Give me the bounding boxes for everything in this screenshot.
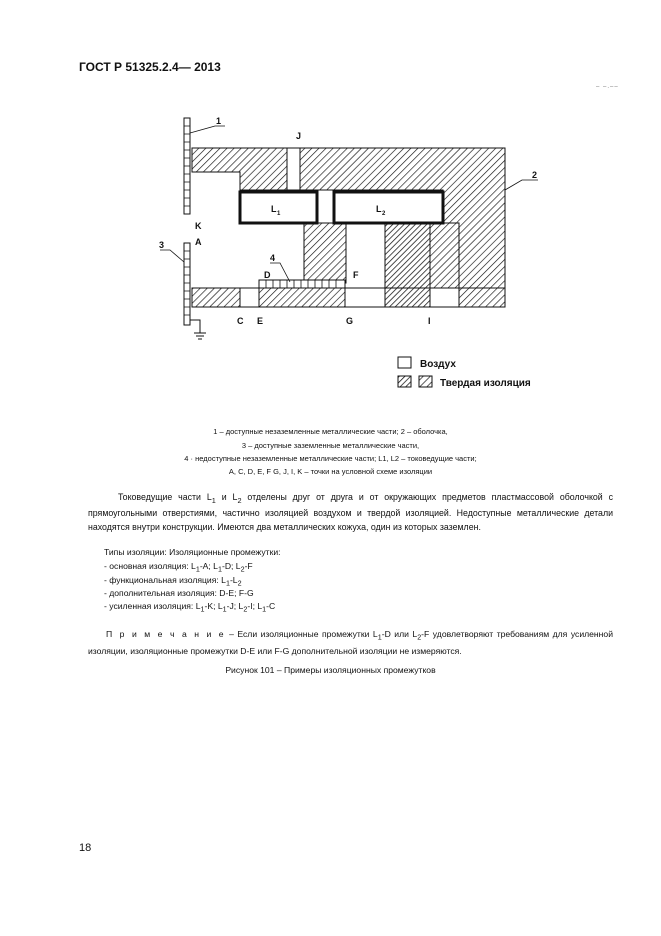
label-l1: L: [271, 204, 277, 214]
list-item-basic: - основная изоляция: $L_1-A$; $L_1-D$; $L_2-F$: [104, 561, 253, 574]
part-4: [259, 280, 345, 288]
list-item-functional: - функциональная изоляция: $L_1-L_2$: [104, 575, 242, 588]
label-g: G: [346, 316, 354, 326]
label-c: C: [237, 316, 244, 326]
label-j: J: [296, 131, 302, 141]
label-l2: L: [376, 204, 382, 214]
document-header: ГОСТ Р 51325.2.4— 2013: [79, 60, 221, 74]
legend-air-swatch: [398, 357, 411, 368]
conductor-l1: [240, 192, 317, 223]
label-4: 4: [270, 253, 276, 263]
caption-line-1: 1 – доступные незаземленные металлические части; 2 – оболочка,: [213, 427, 448, 436]
part-3: [184, 243, 190, 325]
body-paragraph: Токоведущие части $L_1$ и $L_2$ отделены друг от друга и от окружающих предметов пластмассовой оболочкой с прямоугольными отверстиями, частично изоляцией воздухом и твердой изоляцией. Недоступные металлические детали находятся внутри конструкции. Имеются два металлических кожуха, один из которых заземлен.: [88, 492, 614, 532]
label-d: D: [264, 270, 271, 280]
svg-text:2: 2: [382, 211, 386, 217]
label-k: K: [195, 221, 202, 231]
list-item-reinforced: - усиленная изоляция: $L_1-K$; $L_1-J$; $L_2-I$; $L_1-C$: [104, 601, 276, 614]
label-f: F: [353, 270, 359, 280]
label-1: 1: [216, 116, 222, 126]
insulation-diagram: [150, 110, 550, 395]
legend-solid-swatch-1: [398, 376, 411, 387]
label-e: E: [257, 316, 264, 326]
ground-symbol: [190, 320, 206, 339]
note-paragraph: П р и м е ч а н и е – Если изоляционные промежутки $L_1-D$ или $L_2-F$ удовлетворяют требованиям для усиленной изоляции, изоляционные промежутки D-E или F-G дополнительной изоляции не измеряются.: [88, 629, 614, 657]
legend-air: Воздух: [420, 359, 456, 370]
caption-line-3: 4 · недоступные незаземленные металлические части; L1, L2 – токоведущие части;: [184, 454, 477, 463]
label-2: 2: [532, 170, 538, 180]
label-a: A: [195, 237, 202, 247]
figure-caption: Рисунок 101 – Примеры изоляционных промежутков: [225, 665, 436, 675]
page-number: 18: [79, 842, 92, 854]
svg-text:1: 1: [277, 211, 281, 217]
legend-solid: Твердая изоляция: [440, 378, 531, 389]
label-i: I: [428, 316, 431, 326]
list-heading: Типы изоляции: Изоляционные промежутки:: [104, 547, 281, 557]
caption-line-4: А, С, D, E, F G, J, I, K – точки на условной схеме изоляции: [228, 467, 433, 476]
legend-solid-swatch-2: [419, 376, 432, 387]
caption-line-2: 3 – доступные заземленные металлические части,: [241, 441, 420, 450]
list-item-supplementary: - дополнительная изоляция: D-E; F-G: [104, 588, 254, 598]
conductor-l2: [334, 192, 443, 223]
header-mark: – –.––: [596, 84, 619, 90]
label-3: 3: [159, 240, 165, 250]
